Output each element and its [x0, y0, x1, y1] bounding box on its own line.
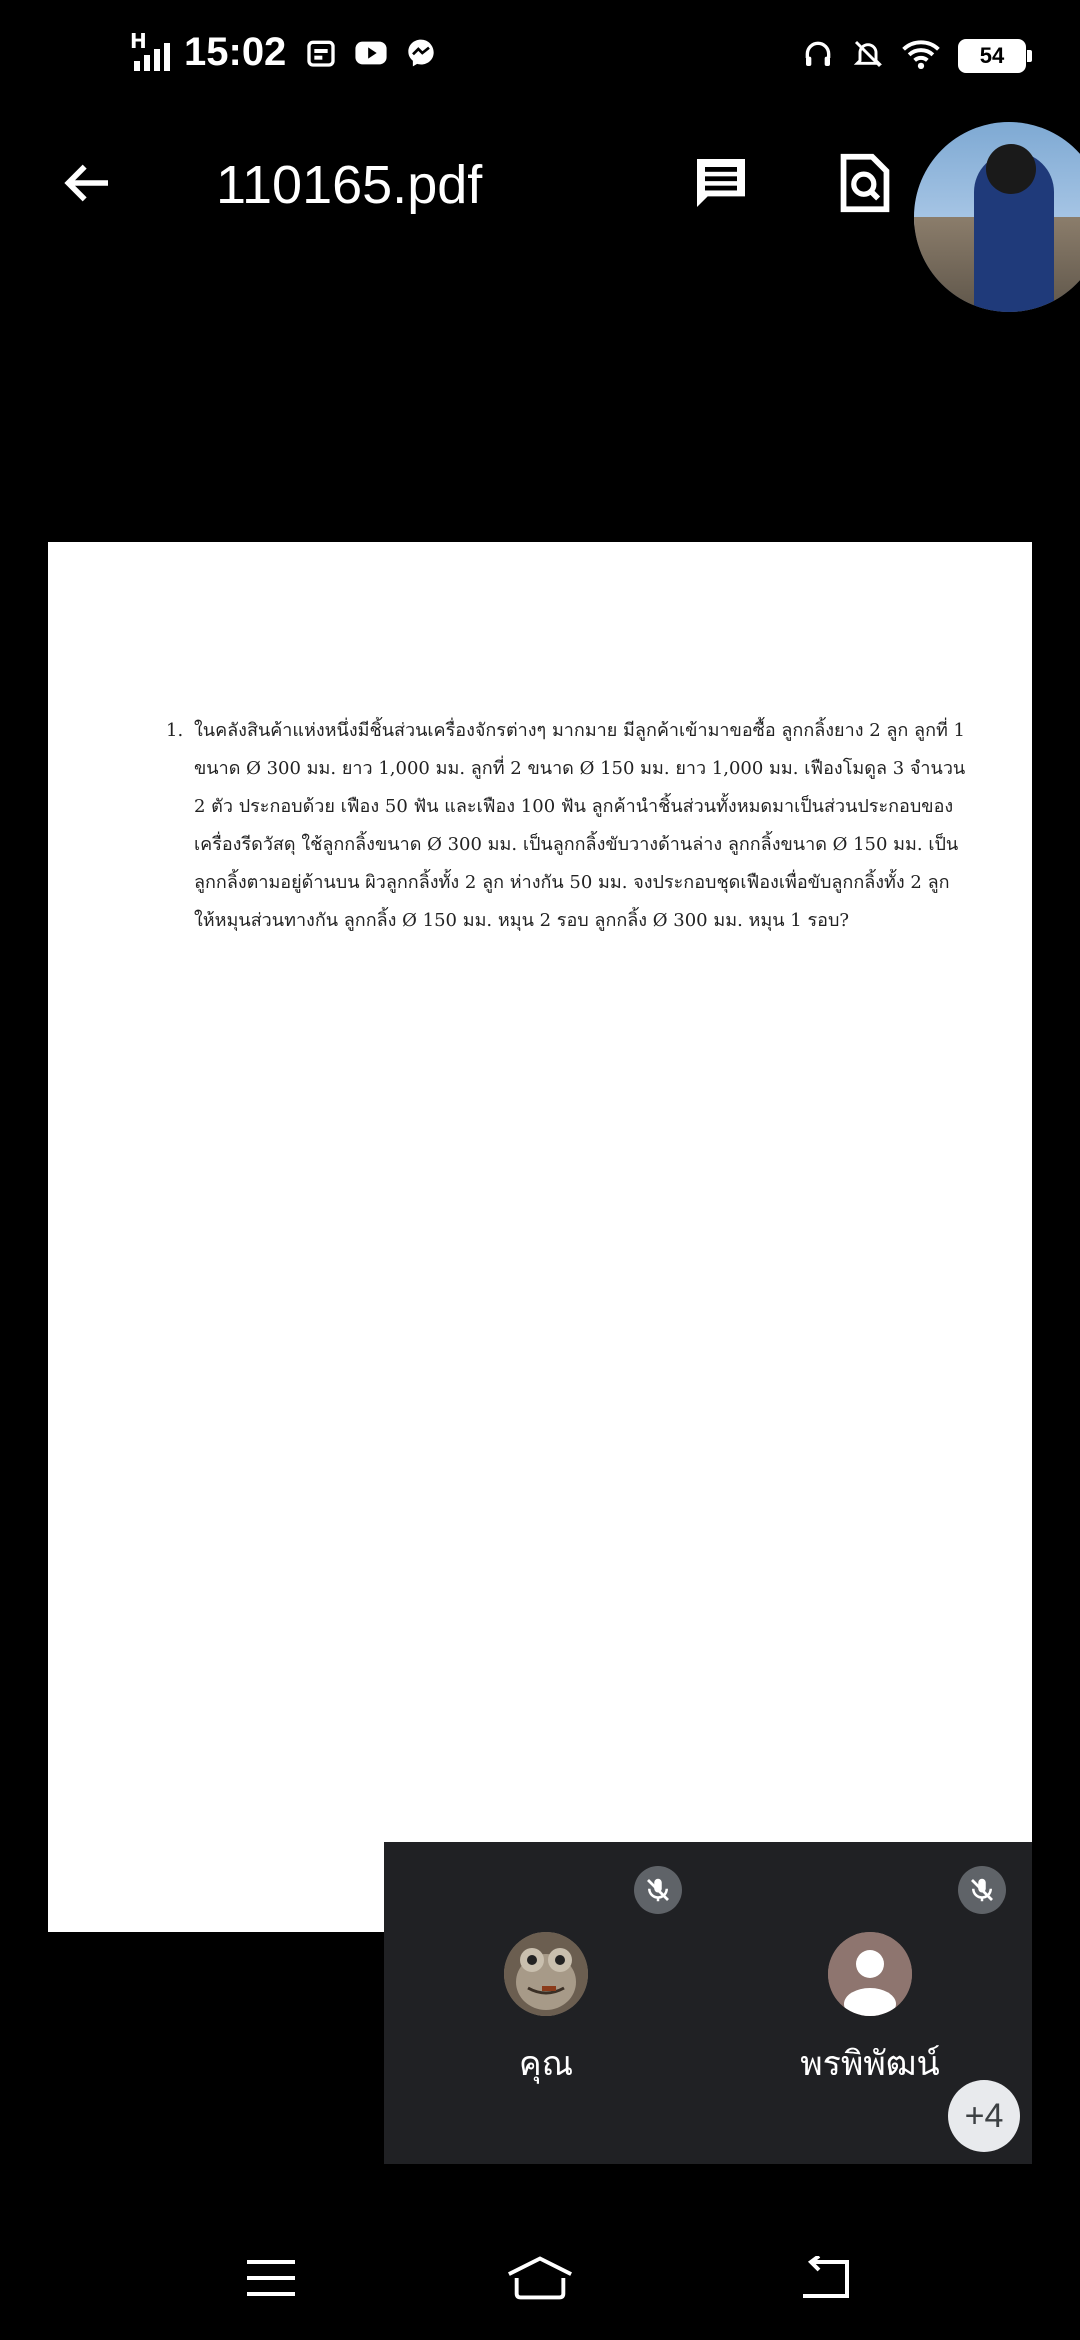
status-bar: [0, 0, 1080, 120]
more-participants-badge[interactable]: +4: [948, 2080, 1020, 2152]
question-paragraph: ในคลังสินค้าแห่งหนึ่งมีชิ้นส่วนเครื่องจักรต่างๆ มากมาย มีลูกค้าเข้ามาขอซื้อ ลูกกลิ้งยาง 2 ลูก ลูกที่ 1 ขนาด Ø 300 มม. ยาว 1,000 มม. ลูกที่ 2 ขนาด Ø 150 มม. ยาว 1,000 มม. เฟืองโมดูล 3 จำนวน 2 ตัว ประกอบด้วย เฟือง 50 ฟัน และเฟือง 100 ฟัน ลูกค้านำชิ้นส่วนทั้งหมดมาเป็นส่วนประกอบของเครื่องรีดวัสดุ ใช้ลูกกลิ้งขนาด Ø 300 มม. เป็นลูกกลิ้งขับวางด้านล่าง ลูกกลิ้งขนาด Ø 150 มม. เป็นลูกกลิ้งตามอยู่ด้านบน ผิวลูกกลิ้งทั้ง 2 ลูก ห่างกัน 50 มม. จงประกอบชุดเฟืองเพื่อขับลูกกลิ้งทั้ง 2 ลูก ให้หมุนส่วนทางกัน ลูกกลิ้ง Ø 150 มม. หมุน 2 รอบ ลูกกลิ้ง Ø 300 มม. หมุน 1 รอบ?: [194, 720, 966, 931]
status-right: [802, 38, 1026, 74]
back-button[interactable]: [52, 150, 122, 220]
home-icon: [505, 2254, 575, 2306]
status-left: [130, 28, 454, 75]
find-in-page-button[interactable]: [830, 150, 900, 220]
back-icon: [795, 2256, 851, 2304]
back-arrow-icon: [59, 155, 115, 215]
battery-icon: [958, 39, 1026, 73]
recents-icon: [243, 2256, 299, 2304]
pdf-page[interactable]: [48, 542, 1032, 1932]
mic-off-icon: [958, 1866, 1006, 1914]
home-button[interactable]: [505, 2250, 575, 2310]
calendar-icon: [304, 36, 338, 70]
bell-off-icon: [852, 38, 884, 74]
recents-button[interactable]: [236, 2250, 306, 2310]
participant-name: คุณ: [518, 2044, 574, 2084]
back-nav-button[interactable]: [788, 2250, 858, 2310]
comments-button[interactable]: [686, 150, 756, 220]
find-in-page-icon: [837, 152, 893, 218]
participant-tile[interactable]: [384, 1842, 708, 2164]
signal-icon: [130, 28, 170, 71]
system-nav-bar: [0, 2220, 1080, 2340]
mic-off-icon: [634, 1866, 682, 1914]
question-item: [166, 712, 966, 940]
youtube-icon: [354, 36, 388, 70]
participant-name: พรพิพัฒน์: [800, 2044, 940, 2084]
pip-video-avatar[interactable]: [914, 122, 1080, 312]
network-type: H: [130, 28, 147, 53]
wifi-icon: [902, 38, 940, 74]
item-number: 1.: [166, 720, 184, 741]
comment-icon: [689, 151, 753, 219]
messenger-icon: [404, 36, 438, 70]
headphones-icon: [802, 38, 834, 74]
participant-tile[interactable]: [708, 1842, 1032, 2164]
battery-level: 54: [979, 43, 1005, 68]
meet-participants-panel[interactable]: [384, 1842, 1032, 2164]
document-title: 110165.pdf: [216, 155, 483, 215]
status-time: 15:02: [184, 30, 287, 74]
avatar: [504, 1932, 588, 2016]
avatar: [828, 1932, 912, 2016]
